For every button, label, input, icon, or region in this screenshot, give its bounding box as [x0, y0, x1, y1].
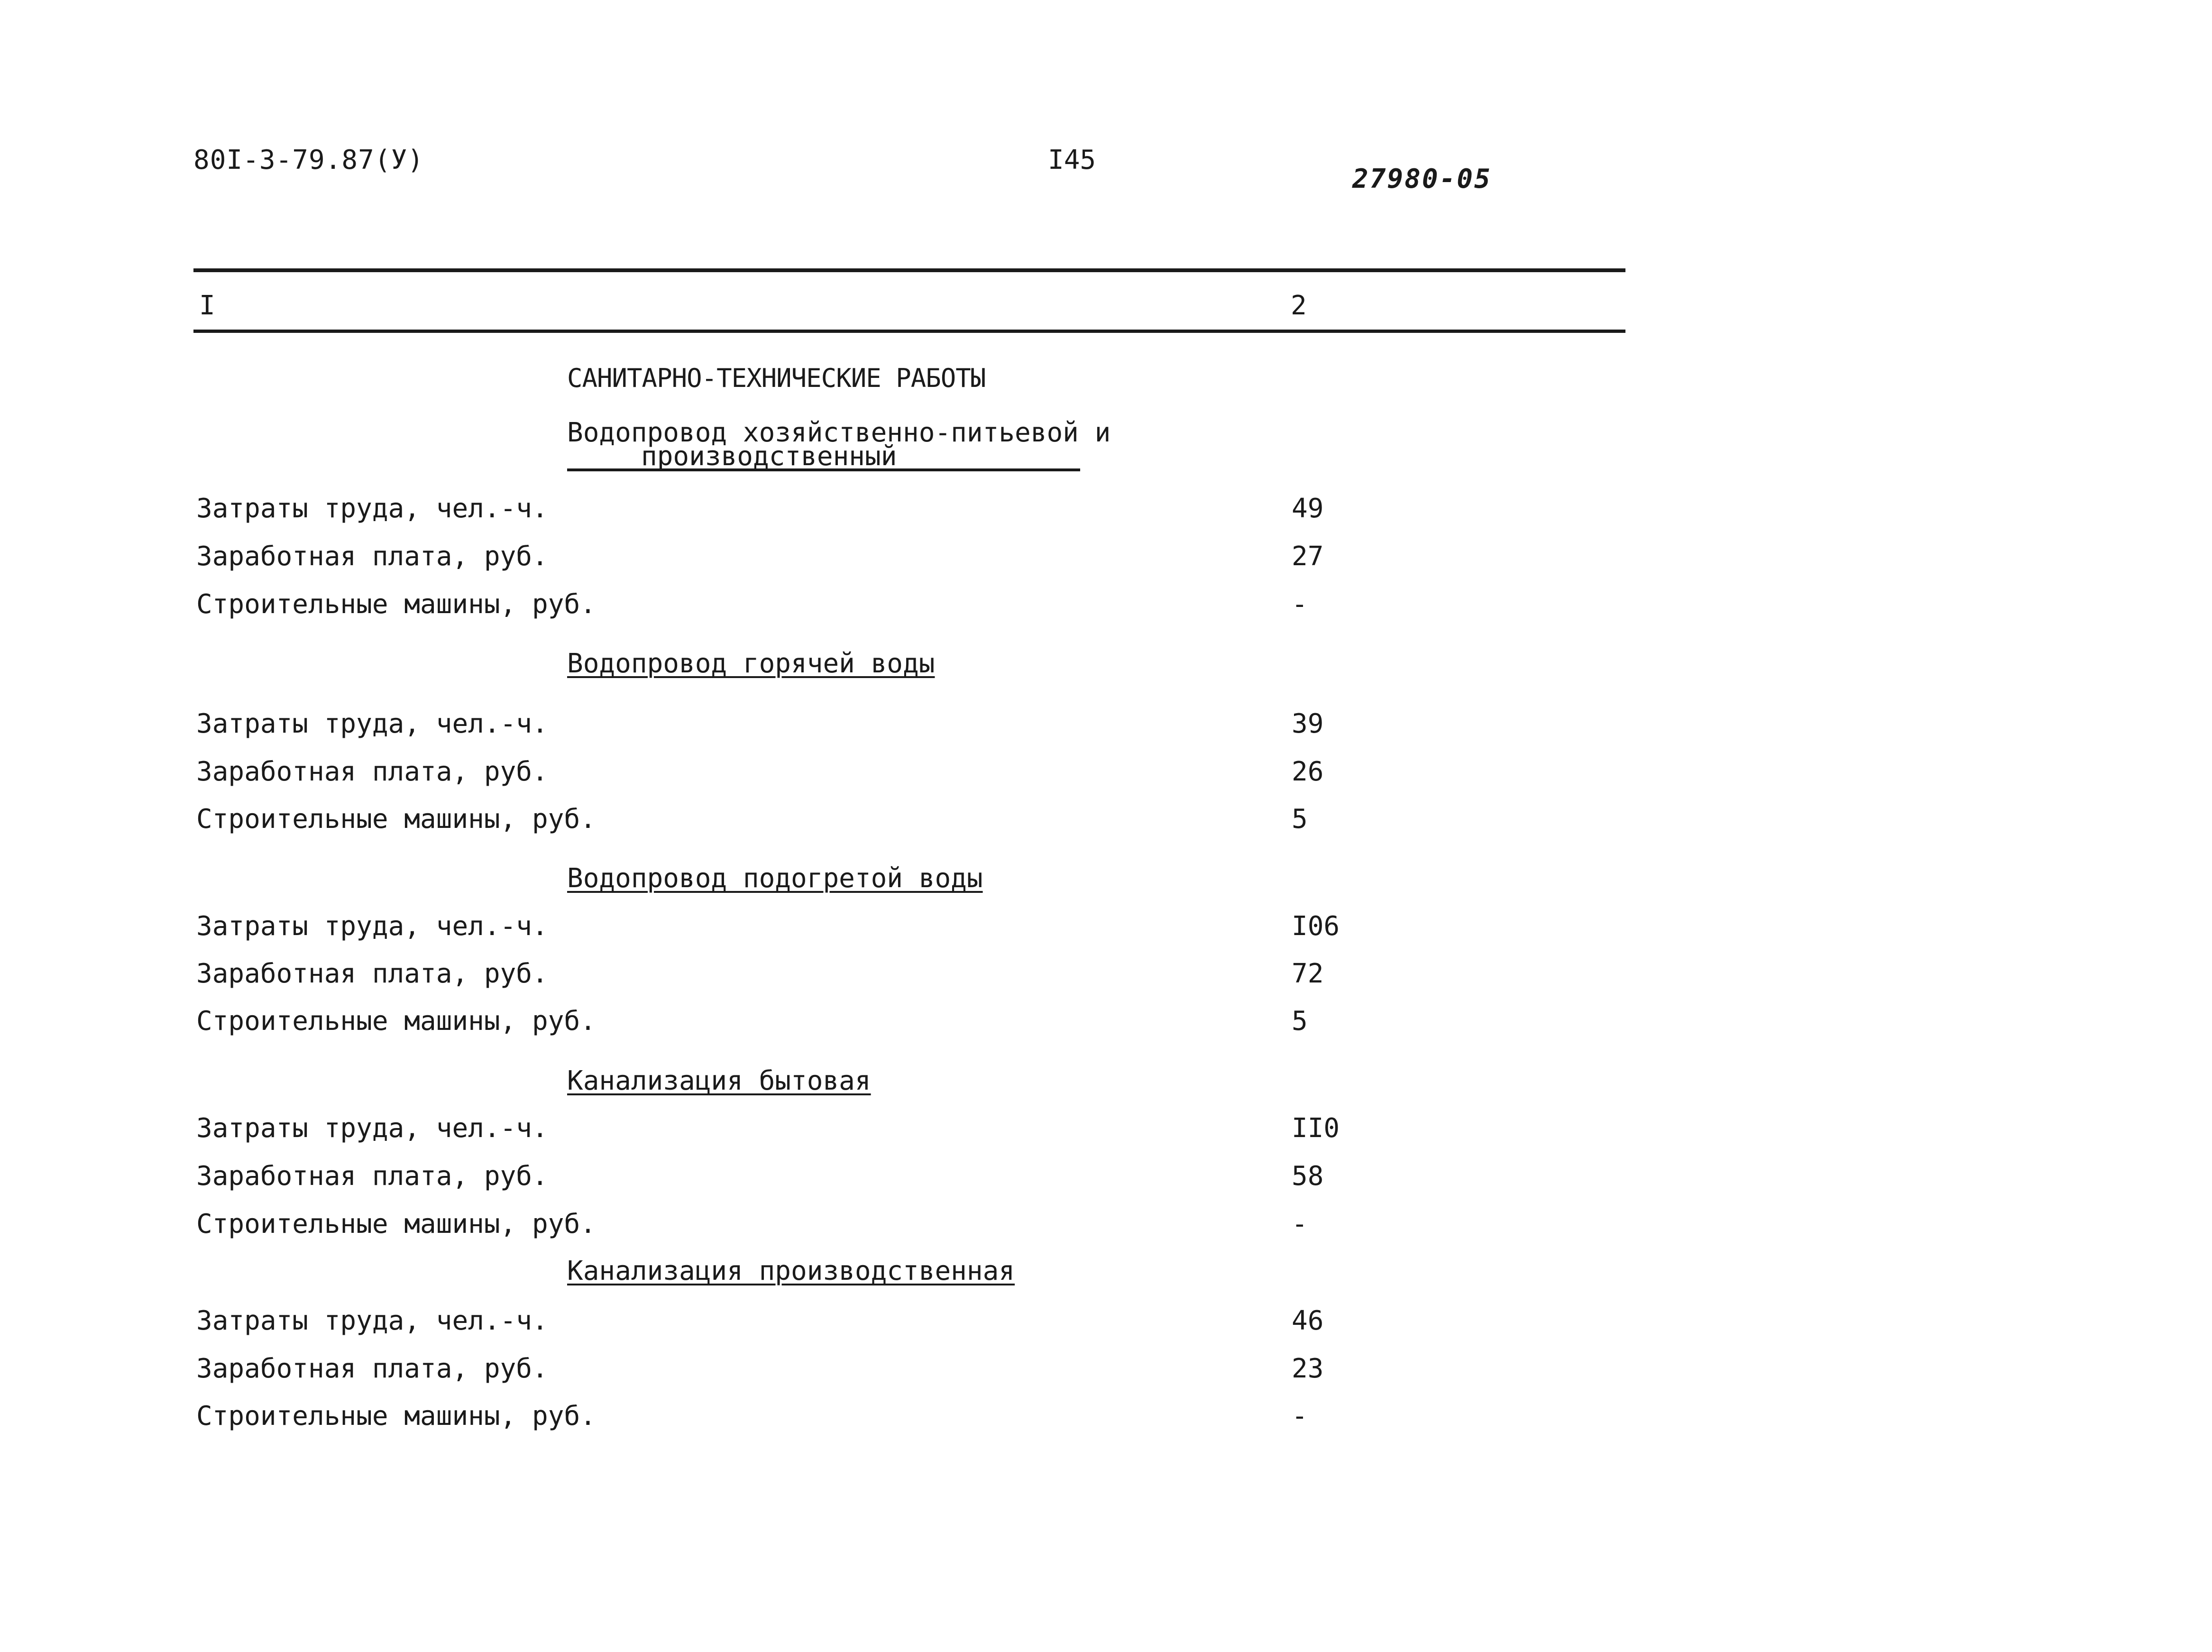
section-heading: Водопровод горячей воды — [567, 648, 935, 679]
row-value: 39 — [1292, 708, 1324, 739]
page-number: I45 — [1048, 145, 1096, 175]
row-label: Заработная плата, руб. — [196, 1353, 548, 1384]
row-value: 26 — [1292, 756, 1324, 787]
column-header-2: 2 — [1291, 290, 1307, 321]
row-value: - — [1292, 589, 1308, 620]
row-value: 58 — [1292, 1161, 1324, 1192]
row-label: Строительные машины, руб. — [196, 1209, 596, 1239]
row-label: Затраты труда, чел.-ч. — [196, 493, 548, 524]
row-label: Заработная плата, руб. — [196, 958, 548, 989]
section-heading-line: Водопровод хозяйственно-питьевой и — [567, 417, 1111, 448]
row-value: - — [1292, 1401, 1308, 1432]
row-label: Затраты труда, чел.-ч. — [196, 708, 548, 739]
row-label: Строительные машины, руб. — [196, 589, 596, 620]
table-header-rule — [193, 330, 1625, 333]
row-value: 46 — [1292, 1305, 1324, 1336]
section-title: САНИТАРНО-ТЕХНИЧЕСКИЕ РАБОТЫ — [567, 363, 986, 393]
row-value: II0 — [1292, 1113, 1340, 1144]
row-value: 27 — [1292, 541, 1324, 572]
document-code: 80I-3-79.87(У) — [193, 145, 424, 175]
row-value: 5 — [1292, 804, 1308, 835]
row-label: Заработная плата, руб. — [196, 541, 548, 572]
inventory-stamp: 27980-05 — [1352, 164, 1492, 194]
row-value: 72 — [1292, 958, 1324, 989]
row-label: Строительные машины, руб. — [196, 1006, 596, 1037]
column-header-1: I — [199, 290, 215, 321]
section-heading: Канализация производственная — [567, 1256, 1015, 1286]
row-label: Заработная плата, руб. — [196, 1161, 548, 1192]
section-heading: Водопровод подогретой воды — [567, 863, 983, 894]
row-value: - — [1292, 1209, 1308, 1239]
row-label: Затраты труда, чел.-ч. — [196, 1113, 548, 1144]
row-value: 23 — [1292, 1353, 1324, 1384]
row-label: Строительные машины, руб. — [196, 1401, 596, 1432]
row-value: 5 — [1292, 1006, 1308, 1037]
section-heading-line: производственный — [641, 441, 897, 472]
section-heading — [567, 417, 1111, 472]
table-top-rule — [193, 268, 1625, 272]
row-label: Строительные машины, руб. — [196, 804, 596, 835]
row-label: Затраты труда, чел.-ч. — [196, 911, 548, 942]
row-value: 49 — [1292, 493, 1324, 524]
row-value: I06 — [1292, 911, 1340, 942]
row-label: Заработная плата, руб. — [196, 756, 548, 787]
row-label: Затраты труда, чел.-ч. — [196, 1305, 548, 1336]
section-heading: Канализация бытовая — [567, 1065, 871, 1096]
